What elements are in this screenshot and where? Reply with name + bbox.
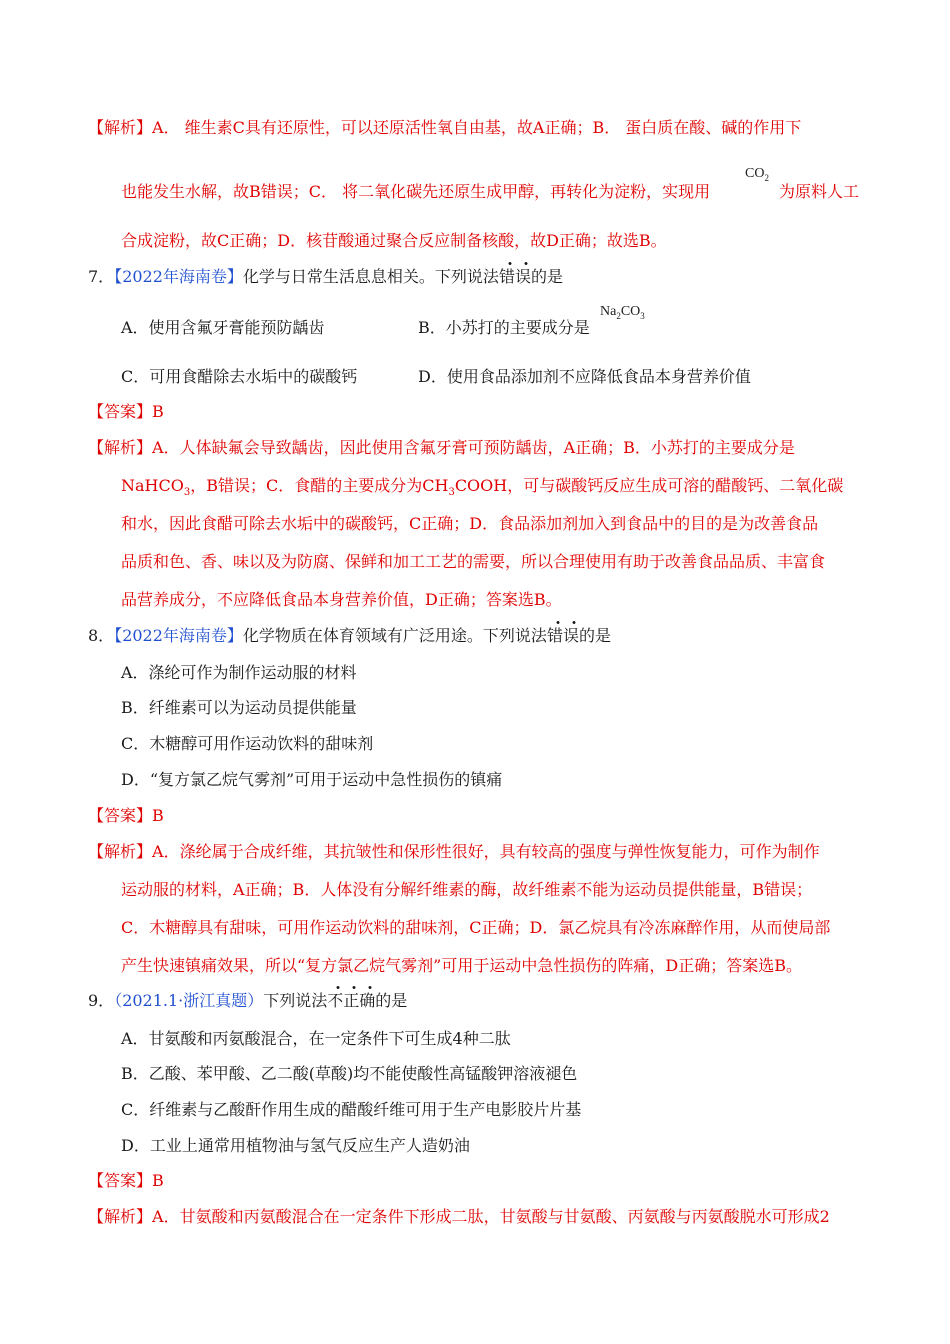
q7-answer: 【答案】B [88,402,164,421]
q9-source: （2021.1·浙江真题） [114,991,264,1010]
q8-answer: 【答案】B [88,806,164,825]
q7-source: 【2022年海南卷】 [114,267,243,286]
q8-option-a: A．涤纶可作为制作运动服的材料 [121,663,357,682]
q9-stem: 9．（2021.1·浙江真题）下列说法不正确的是 [88,991,408,1010]
q9-analysis-label: 【解析】 [88,1207,153,1226]
q8-analysis-label: 【解析】 [88,842,153,861]
q9-option-c: C．纤维素与乙酸酐作用生成的醋酸纤维可用于生产电影胶片片基 [121,1100,582,1119]
q7-analysis-label: 【解析】 [88,438,153,457]
q7-number: 7． [88,267,115,286]
q7-analysis-line3: 和水，因此食醋可除去水垢中的碳酸钙，C正确；D．食品添加剂加入到食品中的目的是为改善食品 [121,514,819,533]
q8-number: 8． [88,626,115,645]
q7-option-a: A．使用含氟牙膏能预防龋齿 [121,318,325,337]
q7-option-c: C．可用食醋除去水垢中的碳酸钙 [121,367,358,386]
formula-na2co3: $Na_2CO_3$ [600,304,645,321]
q6-analysis-label: 【解析】 [88,118,153,137]
q9-option-b: B．乙酸、苯甲酸、乙二酸(草酸)均不能使酸性高锰酸钾溶液褪色 [121,1064,578,1083]
q7-emphasis: 错误 [498,267,531,286]
q9-option-a: A．甘氨酸和丙氨酸混合，在一定条件下可生成4种二肽 [121,1029,511,1048]
q8-option-d: D．“复方氯乙烷气雾剂”可用于运动中急性损伤的镇痛 [121,770,503,789]
q7-analysis-line1: 【解析】A．人体缺氟会导致龋齿，因此使用含氟牙膏可预防龋齿，A正确；B．小苏打的主要成分是 [88,438,795,457]
q7-option-d: D．使用食品添加剂不应降低食品本身营养价值 [418,367,751,386]
q8-analysis-line1: 【解析】A．涤纶属于合成纤维，其抗皱性和保形性很好，具有较高的强度与弹性恢复能力，可作为制作 [88,842,820,861]
q8-analysis-line2: 运动服的材料，A正确；B．人体没有分解纤维素的酶，故纤维素不能为运动员提供能量，B错误； [121,880,813,899]
q6-analysis-line3: 合成淀粉，故C正确；D．核苷酸通过聚合反应制备核酸，故D正确；故选B。 [121,231,667,250]
q9-emphasis: 不正确 [327,991,376,1010]
formula-co2: $CO_2$ [745,166,769,183]
q9-number: 9． [88,991,115,1010]
q8-option-b: B．纤维素可以为运动员提供能量 [121,698,357,717]
q6-analysis-line2-end: 为原料人工 [779,182,860,201]
q7-analysis-line2: NaHCO$_3$，B错误；C．食醋的主要成分为$CH_3COOH$，可与碳酸钙反应生成可溶的醋酸钙、二氧化碳 [121,476,844,499]
q8-analysis-line3: C．木糖醇具有甜味，可用作运动饮料的甜味剂，C正确；D．氯乙烷具有冷冻麻醉作用，从而使局部 [121,918,831,937]
q8-option-c: C．木糖醇可用作运动饮料的甜味剂 [121,734,374,753]
q6-analysis-line1: 【解析】A． 维生素C具有还原性，可以还原活性氧自由基，故A正确；B． 蛋白质在酸、碱的作用下 [88,118,802,137]
q9-option-d: D．工业上通常用植物油与氢气反应生产人造奶油 [121,1136,470,1155]
q6-analysis-line2: 也能发生水解，故B错误；C． 将二氧化碳先还原生成甲醇，再转化为淀粉，实现用 [121,182,711,201]
q9-answer: 【答案】B [88,1171,164,1190]
q7-stem: 7．【2022年海南卷】化学与日常生活息息相关。下列说法错误的是 [88,267,563,286]
q8-analysis-line4: 产生快速镇痛效果，所以“复方氯乙烷气雾剂”可用于运动中急性损伤的阵痛，D正确；答案选B。 [121,956,802,975]
q8-source: 【2022年海南卷】 [114,626,243,645]
q7-option-b: B．小苏打的主要成分是 [418,318,590,337]
q7-analysis-line4: 品质和色、香、味以及为防腐、保鲜和加工工艺的需要，所以合理使用有助于改善食品品质、丰富食 [121,552,826,571]
q9-analysis-line1: 【解析】A．甘氨酸和丙氨酸混合在一定条件下形成二肽，甘氨酸与甘氨酸、丙氨酸与丙氨酸脱水可形成2 [88,1207,830,1226]
q8-stem: 8．【2022年海南卷】化学物质在体育领域有广泛用途。下列说法错误的是 [88,626,611,645]
q7-analysis-line5: 品营养成分，不应降低食品本身营养价值，D正确；答案选B。 [121,590,562,609]
q8-emphasis: 错误 [546,626,579,645]
